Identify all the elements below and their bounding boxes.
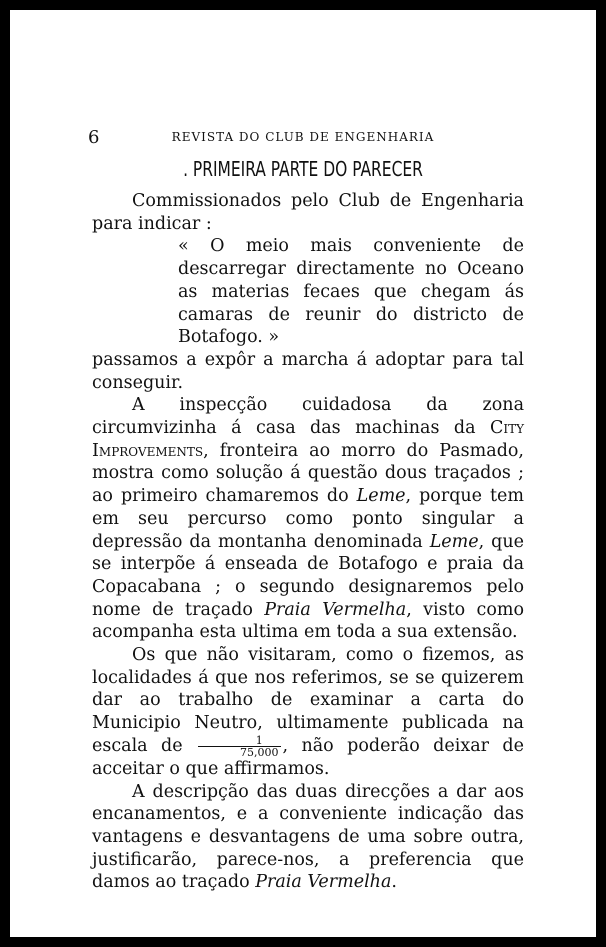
book-page xyxy=(10,10,596,937)
route-name-praia-vermelha-2: Praia Vermelha xyxy=(255,872,392,893)
paragraph-continuation: passamos a expôr a marcha á adoptar para tal conseguir. xyxy=(92,349,524,393)
paragraph-inspection: A inspecção cuidadosa da zona circumvizinha á casa das machinas da City Improvements, fronteira ao morro do Pasmado, mostra como solução á questão dous traçados ; ao primeiro chamaremos do Leme, porque tem em seu percurso como ponto singular a depressão da montanha denominada Leme, que se interpõe á enseada de Botafogo e praia da Copacabana ; o segundo designaremos pelo nome de traçado Praia Vermelha, visto como acompanha esta ultima em toda a sua extensão. xyxy=(92,395,524,643)
paragraph-description: A descripção das duas direcções a dar aos encanamentos, e a conveniente indicação das vantagens e desvantagens de uma sobre outra, justificarão, parece-nos, a preferencia que damos ao traçado Praia Vermelha. xyxy=(92,781,524,893)
section-title: . PRIMEIRA PARTE DO PARECER xyxy=(183,157,423,181)
page-header xyxy=(10,127,596,147)
company-name: City Improvements xyxy=(92,418,524,461)
route-name-praia-vermelha: Praia Vermelha xyxy=(264,599,407,620)
paragraph-intro: Commissionados pelo Club de Engenharia para indicar : xyxy=(92,191,524,234)
place-name-leme: Leme xyxy=(429,531,479,552)
paragraph-map: Os que não visitaram, como o fizemos, as localidades á que nos referimos, se se quizerem dar ao trabalho de examinar a carta do Municipio Neutro, ultimamente publicada na escala de $\frac{1}{75,000}$ , não poderão deixar de acceitar o que affirmamos. xyxy=(92,645,524,779)
running-head: REVISTA DO CLUB DE ENGENHARIA xyxy=(171,130,435,144)
scale-fraction: $\frac{1}{75,000}$ xyxy=(198,735,281,758)
body-text xyxy=(92,190,524,894)
page-number: 6 xyxy=(88,127,100,148)
block-quote: « O meio mais conveniente de descarregar directamente no Oceano as materias fecaes que chegam ás camaras de reunir do districto de Botafogo. » xyxy=(178,236,524,348)
route-name-leme: Leme xyxy=(356,486,406,507)
